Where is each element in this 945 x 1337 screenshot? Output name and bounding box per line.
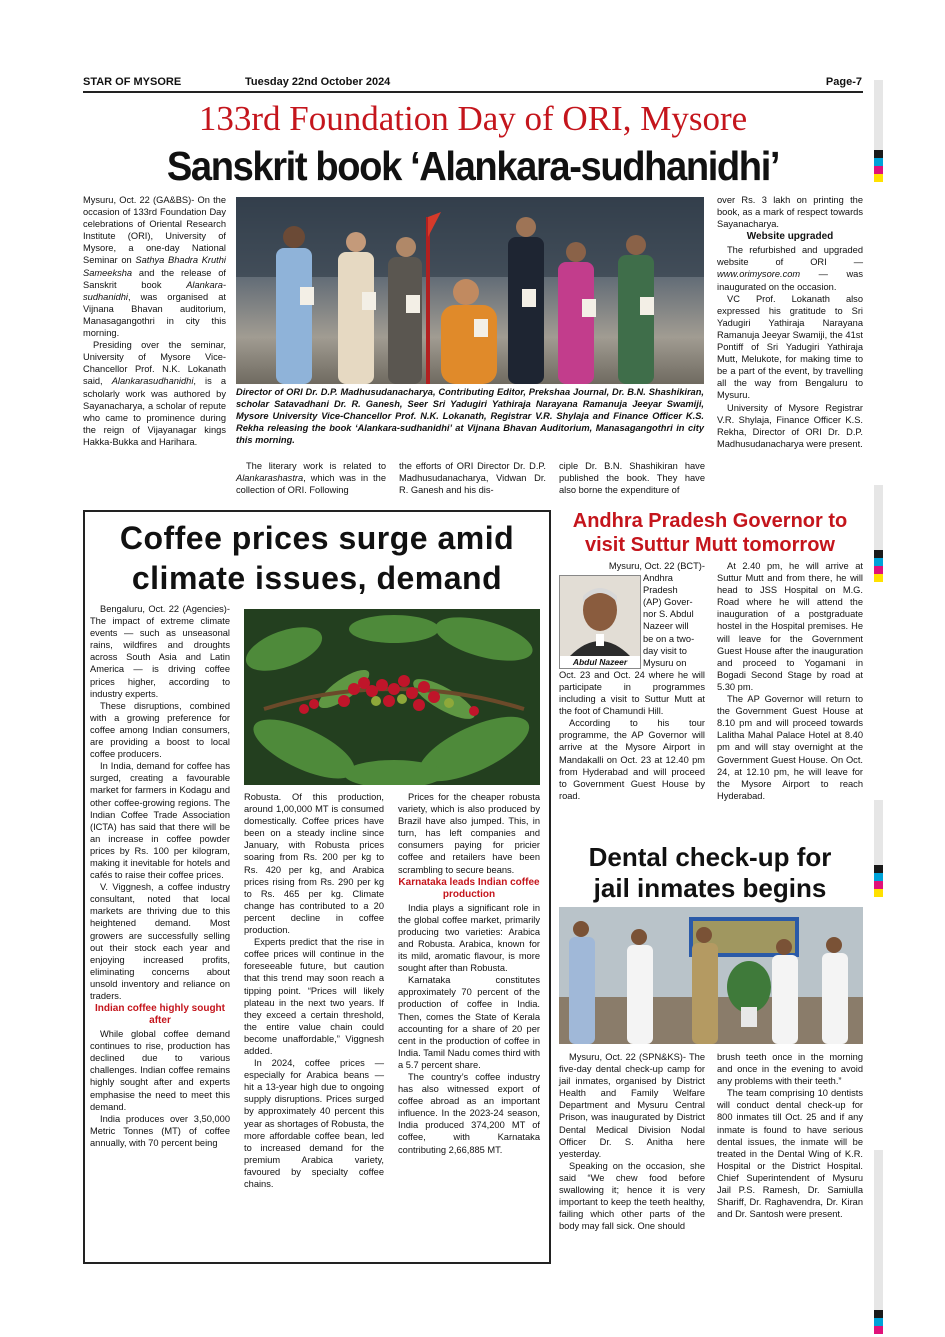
- reg-black: [874, 150, 883, 158]
- reg-cyan: [874, 1318, 883, 1326]
- masthead-rule: [83, 91, 863, 93]
- grey-strip: [874, 1150, 883, 1310]
- governor-col-1: Mysuru, Oct. 22 (BCT)- Andhra Pradesh (AP) Gover- nor S. Abdul Nazeer will be on a two- day visit to Mysuru on Oct. 23 and Oct. 24 where he will participate in programmes including a visit to Suttur Mutt at the foot of Chamundi Hill. According to his tour programme, the AP Governor will arrive at the Mysore Airport in Mandakalli on Oct. 23 at 12.40 pm from Hyderabad and will proceed to Government Guest House by road.: [559, 561, 705, 801]
- governor-col-2: At 2.40 pm, he will arrive at Suttur Mutt and from there, he will head to JSS Hospital on M.G. Road where he will attend the inauguration of a postgraduate hostel in the Hospital premises. He will leave for the Government Guest House after the inauguration and proceed to Yogamani in Bogadi Second Stage by road at 5.30 pm. The AP Governor will return to the Government Guest House at 8.10 pm and will proceed towards Lalitha Mahal Palace Hotel at 8.40 pm and will stay overnight at the Government Guest House. On Oct. 24, at 12.10 pm, he will leave for the Mysore Airport to reach Hyderabad.: [717, 561, 863, 801]
- grey-strip: [874, 800, 883, 865]
- reg-yellow: [874, 574, 883, 582]
- coffee-col-2: Robusta. Of this production, around 1,00,000 MT is consumed domestically. Coffee prices have been on a steady incline since January, with Robusta prices soaring from Rs. 200 per kg to Rs. 420 per kg, and Arabica prices rising from Rs. 290 per kg to Rs. 465 per kg. Climate change has contributed to a 20 percent decline in coffee production. Experts predict that the rise in coffee prices will continue in the foreseeable future, but caution that this trend may soon reach a tipping point. “Prices will likely plateau in the next two years. If they exceed a certain threshold, the entire value chain could become unaffordable,” Viggnesh added. In 2024, coffee prices — especially for Arabica beans — hit a 13-year high due to ongoing supply disruptions. Prices surged by approximately 40 percent this year as shortages of Robusta, the more affordable coffee bean, led to increased demand for the premium Arabica variety, favoured by specialty coffee chains.: [244, 792, 384, 1189]
- ori-kicker: 133rd Foundation Day of ORI, Mysore: [198, 99, 748, 138]
- ori-col-4: ciple Dr. B.N. Shashikiran have published the book. They have also borne the expenditure of: [559, 461, 705, 496]
- page-number: Page-7: [825, 76, 862, 88]
- governor-headline: Andhra Pradesh Governor to visit Suttur Mutt tomorrow: [572, 510, 848, 556]
- reg-cyan: [874, 873, 883, 881]
- reg-magenta: [874, 1326, 883, 1334]
- reg-cyan: [874, 558, 883, 566]
- ori-col-2: The literary work is related to Alankarashastra, which was in the collection of ORI. Following: [236, 461, 386, 496]
- reg-magenta: [874, 881, 883, 889]
- paper-name: STAR OF MYSORE: [83, 76, 182, 88]
- coffee-subhead-2: Karnataka leads Indian coffee production: [398, 876, 540, 900]
- coffee-berries-photo: [244, 609, 540, 785]
- ori-headline: Sanskrit book ‘Alankara-sudhanidhi’: [166, 143, 780, 189]
- reg-black: [874, 865, 883, 873]
- reg-cyan: [874, 158, 883, 166]
- coffee-subhead-1: Indian coffee highly sought after: [95, 1003, 225, 1027]
- ori-photo-caption: Director of ORI Dr. D.P. Madhusudanacharya, Contributing Editor, Prekshaa Journal, Dr. B.N. Shashikiran, scholar Satavadhani Dr. R. Ganesh, Seer Sri Yadugiri Yathiraja Narayana Ramanuja Jeeyar Swamiji, Mysore University Vice-Chancellor Prof. N.K. Lokanath, Registrar V.R. Shylaja and Finance Officer K.S. Rekha releasing the book ‘Alankara-sudhanidhi’ at Vijnana Bhavan Auditorium, Manasagangothri in city this morning.: [236, 387, 704, 445]
- dental-col-1: Mysuru, Oct. 22 (SPN&KS)- The five-day dental check-up camp for jail inmates, organised by District Health and Family Welfare Department and Mysuru Central Prison, was inaugurated by District Dental Medical Division Nodal Officer Dr. S. Anitha here yesterday. Speaking on the occasion, she said “We chew food before swallowing it; hence it is very important to keep the teeth healthy, failing which other parts of the body may fall sick. One should: [559, 1052, 705, 1232]
- governor-portrait-label: Abdul Nazeer: [560, 656, 640, 668]
- dental-headline: Dental check-up for jail inmates begins: [588, 842, 832, 903]
- dental-camp-photo: [559, 907, 863, 1044]
- ori-col-3: the efforts of ORI Director Dr. D.P. Madhusudanacharya, Vidwan Dr. R. Ganesh and his dis-: [399, 461, 546, 496]
- reg-black: [874, 1310, 883, 1318]
- reg-black: [874, 550, 883, 558]
- reg-magenta: [874, 566, 883, 574]
- reg-magenta: [874, 166, 883, 174]
- website-subhead: Website upgraded: [746, 231, 834, 243]
- ori-col-1: Mysuru, Oct. 22 (GA&BS)- On the occasion of 133rd Foundation Day celebrations of Oriental Research Institute (ORI), University of Mysore, a one-day National Seminar on Sathya Bhadra Kruthi Sameeksha and the release of Sanskrit book Alankara-sudhanidhi, was organised at Vijnana Bhavan auditorium, Manasagangothri in city this morning. Presiding over the seminar, University of Mysore Vice-Chancellor Prof. N.K. Lokanath said, Alankarasudhanidhi, is a scholarly work was authored by Sayanacharya, a scholar of repute who came to prominence during the reign of Vijayanagar kings Hakka-Bukka and Harihara.: [83, 195, 226, 447]
- issue-date: Tuesday 22nd October 2024: [245, 76, 391, 88]
- dental-col-2: brush teeth once in the morning and once in the evening to avoid any problems with their teeth.” The team comprising 10 dentists will conduct dental check-up for 800 inmates till Oct. 25 and if any inmate is found to have serious dental issues, the inmate will be treated in the Dental Wing of K.R. Hospital or the District Hospital. Chief Superintendent of Mysuru Jail P.S. Ramesh, Dr. Samiulla Shariff, Dr. Raghavendra, Dr. Kiran and Dr. Santosh were present.: [717, 1052, 863, 1220]
- coffee-col-3: Prices for the cheaper robusta variety, which is also produced by Brazil have also jumped. This, in turn, has left companies and consumers paying for pricier coffee and retailers have been scrambling to secure beans. Karnataka leads Indian coffee production India plays a significant role in the global coffee market, primarily producing two varieties: Arabica and Robusta. Arabica, known for its mild, aromatic flavour, is more sought after than Robusta. Karnataka constitutes approximately 70 percent of the production of coffee in India. Then, comes the State of Kerala accounting for a share of 20 per cent in the production of coffee in India. Tamil Nadu comes third with a 5.7 percent share. The country’s coffee industry has also witnessed export of coffee abroad as an important influence. In the 2023-24 season, India produced 374,200 MT of coffee, with Karnataka contributing 2,66,885 MT.: [398, 792, 540, 1155]
- grey-strip: [874, 80, 883, 150]
- reg-yellow: [874, 174, 883, 182]
- ori-col-5: over Rs. 3 lakh on printing the book, as a mark of respect towards Sayanacharya. Website upgraded The refurbished and upgraded website of ORI — www.orimysore.com — was inaugurated on the occasion. VC Prof. Lokanath also expressed his gratitude to Sri Yadugiri Yathiraja Narayana Ramanuja Jeeyar Swamiji, the 41st Pontiff of Sri Yadugiri Yathiraja Mutt, Melukote, for making time to be a part of the event, by travelling all the way from Bengaluru to Mysuru. University of Mysore Registrar V.R. Shylaja, Finance Officer K.S. Rekha, Director of ORI Dr. D.P. Madhusudanacharya were present.: [717, 195, 863, 449]
- ori-book-release-photo: [236, 197, 704, 384]
- ori-photo-illustration: [236, 197, 704, 384]
- reg-yellow: [874, 889, 883, 897]
- dental-photo-illustration: [559, 907, 863, 1044]
- coffee-headline: Coffee prices surge amid climate issues, demand: [119, 520, 515, 596]
- coffee-col-1: Bengaluru, Oct. 22 (Agencies)- The impact of extreme climate events — such as unseasonal rains, wildfires and droughts across South Asia and Latin America — is driving coffee prices higher, according to industry experts. These disruptions, combined with a growing preference for coffee among Indian consumers, are providing a boost to local coffee producers. In India, demand for coffee has surged, creating a favourable market for farmers in Kodagu and other coffee-growing regions. The Indian Coffee Trade Association (ICTA) has said that there will be an increase in coffee powder prices by Rs. 100 per kilogram, making it inevitable for hotels and cafés to raise their coffee prices. V. Viggnesh, a coffee industry consultant, noted that local markets are thriving due to this heightened demand. Most growers are successfully selling out their stock each year and enjoying increased profits, eliminating concerns about unsold inventory and reliance on traders. Indian coffee highly sought after While global coffee demand continues to rise, production has declined due to various challenges. Indian coffee remains highly sought after and experts emphasise the need to meet this demand. India produces over 3,50,000 Metric Tonnes (MT) of coffee annually, with 70 percent being: [90, 604, 230, 1148]
- grey-strip: [874, 485, 883, 550]
- coffee-photo-illustration: [244, 609, 540, 785]
